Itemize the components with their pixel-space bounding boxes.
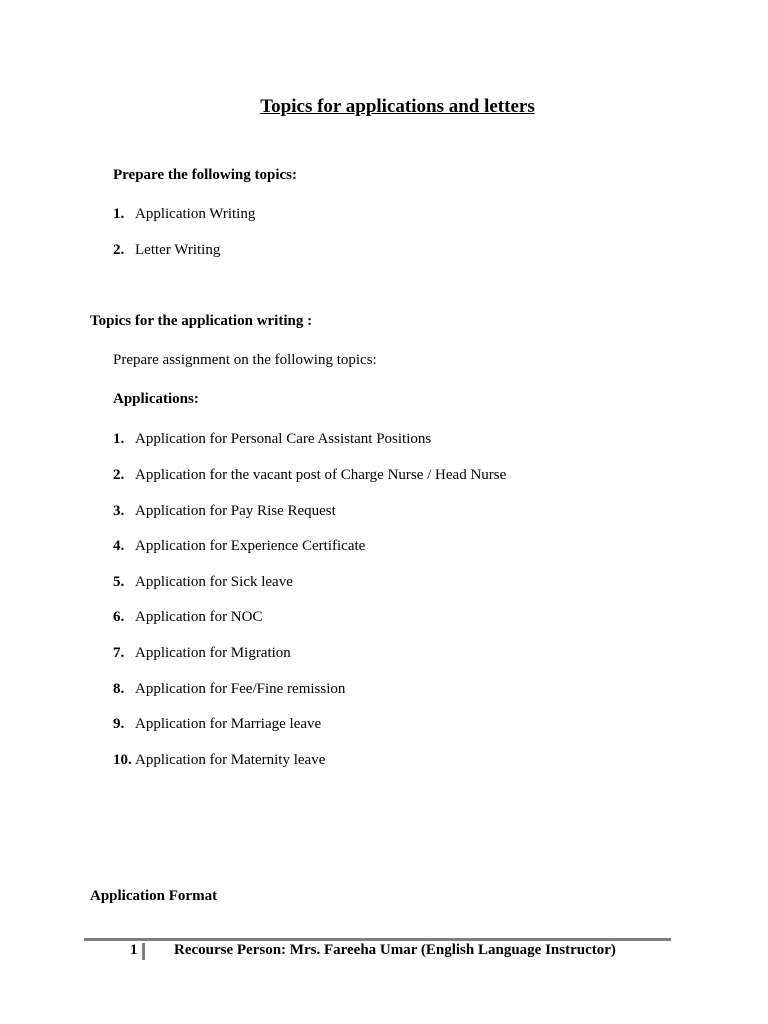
application-number: 1.: [113, 431, 125, 447]
intro-item: [113, 242, 220, 259]
application-number: 2.: [113, 467, 125, 483]
application-text: Application for Pay Rise Request: [135, 503, 336, 519]
application-item: [113, 645, 291, 662]
footer-divider: [142, 943, 145, 960]
application-number: 10.: [113, 752, 132, 768]
application-number: 4.: [113, 538, 125, 554]
application-text: Application for Sick leave: [135, 574, 293, 590]
application-text: Application for Maternity leave: [135, 752, 326, 768]
section-heading: Topics for the application writing :: [90, 313, 313, 329]
application-number: 6.: [113, 609, 125, 625]
application-text: Application for NOC: [135, 609, 263, 625]
application-number: 9.: [113, 716, 125, 732]
application-item: [113, 538, 365, 555]
application-text: Application for Personal Care Assistant Positions: [135, 431, 432, 447]
application-text: Application for Experience Certificate: [135, 538, 366, 554]
application-text: Application for Migration: [135, 645, 291, 661]
application-text: Application for Fee/Fine remission: [135, 681, 346, 697]
application-item: [113, 716, 321, 733]
footer-text: Recourse Person: Mrs. Fareeha Umar (English Language Instructor): [174, 942, 616, 958]
application-item: [113, 467, 506, 484]
intro-item: [113, 206, 255, 223]
intro-item-number: 2.: [113, 242, 125, 258]
application-item: [113, 681, 345, 698]
intro-item-number: 1.: [113, 206, 125, 222]
footer-page-number: 1: [130, 942, 138, 958]
intro-item-text: Application Writing: [135, 206, 256, 222]
application-item: [113, 609, 262, 626]
intro-heading: Prepare the following topics:: [113, 167, 298, 183]
application-text: Application for Marriage leave: [135, 716, 322, 732]
application-number: 3.: [113, 503, 125, 519]
format-heading: Application Format: [90, 888, 218, 904]
intro-item-text: Letter Writing: [135, 242, 221, 258]
page-title: Topics for applications and letters: [260, 96, 535, 117]
footer-rule: [84, 938, 671, 941]
application-text: Application for the vacant post of Charge Nurse / Head Nurse: [135, 467, 507, 483]
application-item: [113, 752, 325, 769]
application-item: [113, 574, 293, 591]
application-number: 7.: [113, 645, 125, 661]
application-number: 5.: [113, 574, 125, 590]
application-number: 8.: [113, 681, 125, 697]
application-item: [113, 431, 431, 448]
application-item: [113, 503, 336, 520]
applications-heading: Applications:: [113, 391, 199, 407]
section-intro: Prepare assignment on the following topics:: [113, 352, 377, 368]
